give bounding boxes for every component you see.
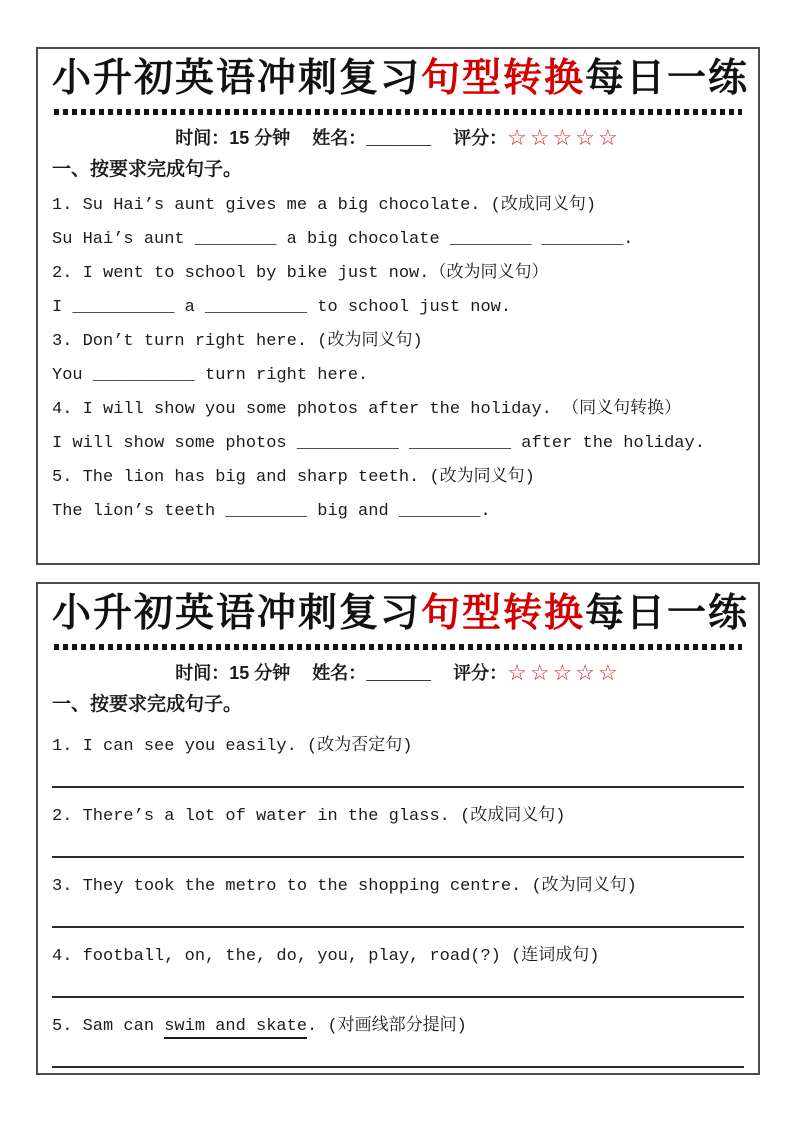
answer-blank-line: You __________ turn right here. [52,366,369,385]
title-text-right: 每日一练 [585,57,750,100]
name-blank: ______ [366,665,432,685]
question-prompt: 3. Don’t turn right here. (改为同义句) [52,332,423,351]
dotted-divider [54,109,742,115]
title-highlight: 句型转换 [421,592,586,635]
question-prompt: 3. They took the metro to the shopping centre. (改为同义句) [52,877,637,896]
question-block [52,1012,744,1068]
question-prompt: 4. football, on, the, do, you, play, road(?) (连词成句) [52,947,600,966]
title-highlight: 句型转换 [421,57,586,100]
time-label: 时间： [175,663,230,683]
name-label: 姓名： [312,128,367,148]
question-prompt [52,1012,744,1042]
underlined-phrase: swim and skate [164,1017,307,1039]
answer-rule [52,996,744,998]
prompt-post: . (对画线部分提问) [307,1017,467,1036]
time-label: 时间： [175,128,230,148]
score-stars: ☆☆☆☆☆ [507,125,621,150]
answer-blank-line: I __________ a __________ to school just now. [52,298,512,317]
prompt-pre: 5. Sam can [52,1017,165,1036]
dotted-divider [54,644,742,650]
question-block [52,732,744,788]
answer-blank-line: Su Hai’s aunt ________ a big chocolate ________ ________. [52,230,634,249]
time-value: 15 分钟 [229,128,291,148]
question-block [52,872,744,928]
score-label: 评分： [453,663,508,683]
time-value: 15 分钟 [229,663,291,683]
name-blank: ______ [366,130,432,150]
score-label: 评分： [453,128,508,148]
worksheet-panel-2 [36,582,760,1075]
question-block [52,942,744,998]
question-prompt: 2. There’s a lot of water in the glass. (改成同义句) [52,807,566,826]
question-prompt: 2. I went to school by bike just now.（改为同义句） [52,264,549,283]
title-text-left: 小升初英语冲刺复习 [52,592,422,635]
answer-rule [52,856,744,858]
section-heading: 一、按要求完成句子。 [52,694,243,715]
answer-blank-line: The lion’s teeth ________ big and ________. [52,502,491,521]
question-prompt: 1. Su Hai’s aunt gives me a big chocolate. (改成同义句) [52,196,597,215]
title-text-left: 小升初英语冲刺复习 [52,57,422,100]
worksheet-title [52,590,750,638]
title-text-right: 每日一练 [585,592,750,635]
question-block [52,802,744,858]
meta-row [52,659,744,688]
meta-row [52,124,744,153]
name-label: 姓名： [312,663,367,683]
question-prompt: 1. I can see you easily. (改为否定句) [52,737,413,756]
answer-rule [52,786,744,788]
score-stars: ☆☆☆☆☆ [507,660,621,685]
worksheet-panel-1 [36,47,760,565]
question-prompt: 5. The lion has big and sharp teeth. (改为同义句) [52,468,535,487]
section-heading: 一、按要求完成句子。 [52,159,243,180]
answer-rule [52,926,744,928]
worksheet-title [52,55,750,103]
answer-blank-line: I will show some photos __________ __________ after the holiday. [52,434,705,453]
question-prompt: 4. I will show you some photos after the holiday. （同义句转换） [52,400,682,419]
answer-rule [52,1066,744,1068]
